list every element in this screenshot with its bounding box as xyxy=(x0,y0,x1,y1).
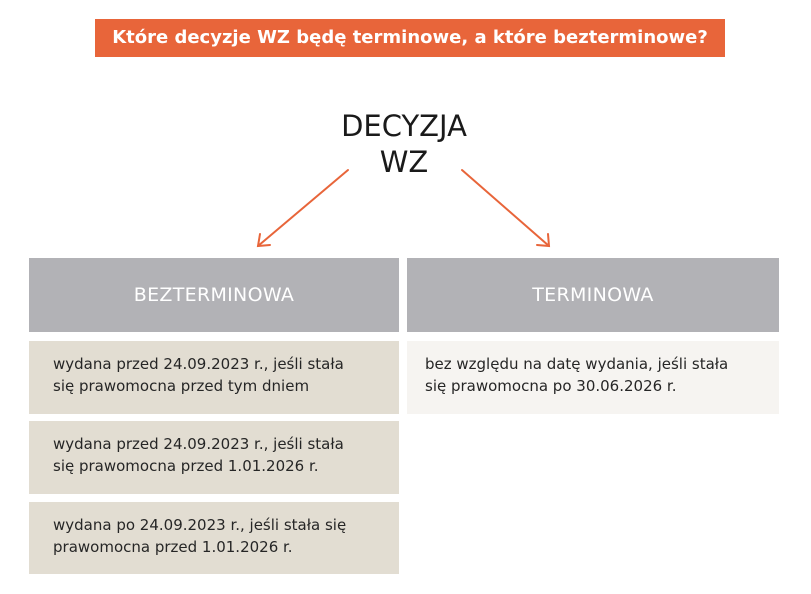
arrow-to-bezterminowa xyxy=(258,170,348,246)
case-line-1: bez względu na datę wydania, jeśli stała xyxy=(425,355,729,373)
case-line-1: wydana przed 24.09.2023 r., jeśli stała xyxy=(53,435,344,453)
question-banner: Które decyzje WZ będę terminowe, a które bezterminowe? xyxy=(95,19,725,57)
header-bezterminowa: BEZTERMINOWA xyxy=(29,258,399,332)
bezterminowa-case-1 xyxy=(29,341,399,414)
root-node-line-2: WZ xyxy=(379,145,429,179)
arrow-to-terminowa xyxy=(462,170,549,246)
bezterminowa-case-2 xyxy=(29,421,399,494)
case-line-1: wydana przed 24.09.2023 r., jeśli stała xyxy=(53,355,344,373)
case-line-1: wydana po 24.09.2023 r., jeśli stała się xyxy=(53,516,347,534)
case-line-2: prawomocna przed 1.01.2026 r. xyxy=(53,538,293,556)
root-node-decyzja-wz xyxy=(304,108,504,180)
header-terminowa: TERMINOWA xyxy=(407,258,779,332)
case-line-2: się prawomocna przed tym dniem xyxy=(53,377,310,395)
case-line-2: się prawomocna przed 1.01.2026 r. xyxy=(53,457,319,475)
root-node-line-1: DECYZJA xyxy=(341,109,467,143)
bezterminowa-case-3 xyxy=(29,502,399,574)
case-line-2: się prawomocna po 30.06.2026 r. xyxy=(425,377,677,395)
terminowa-case-1 xyxy=(407,341,779,414)
